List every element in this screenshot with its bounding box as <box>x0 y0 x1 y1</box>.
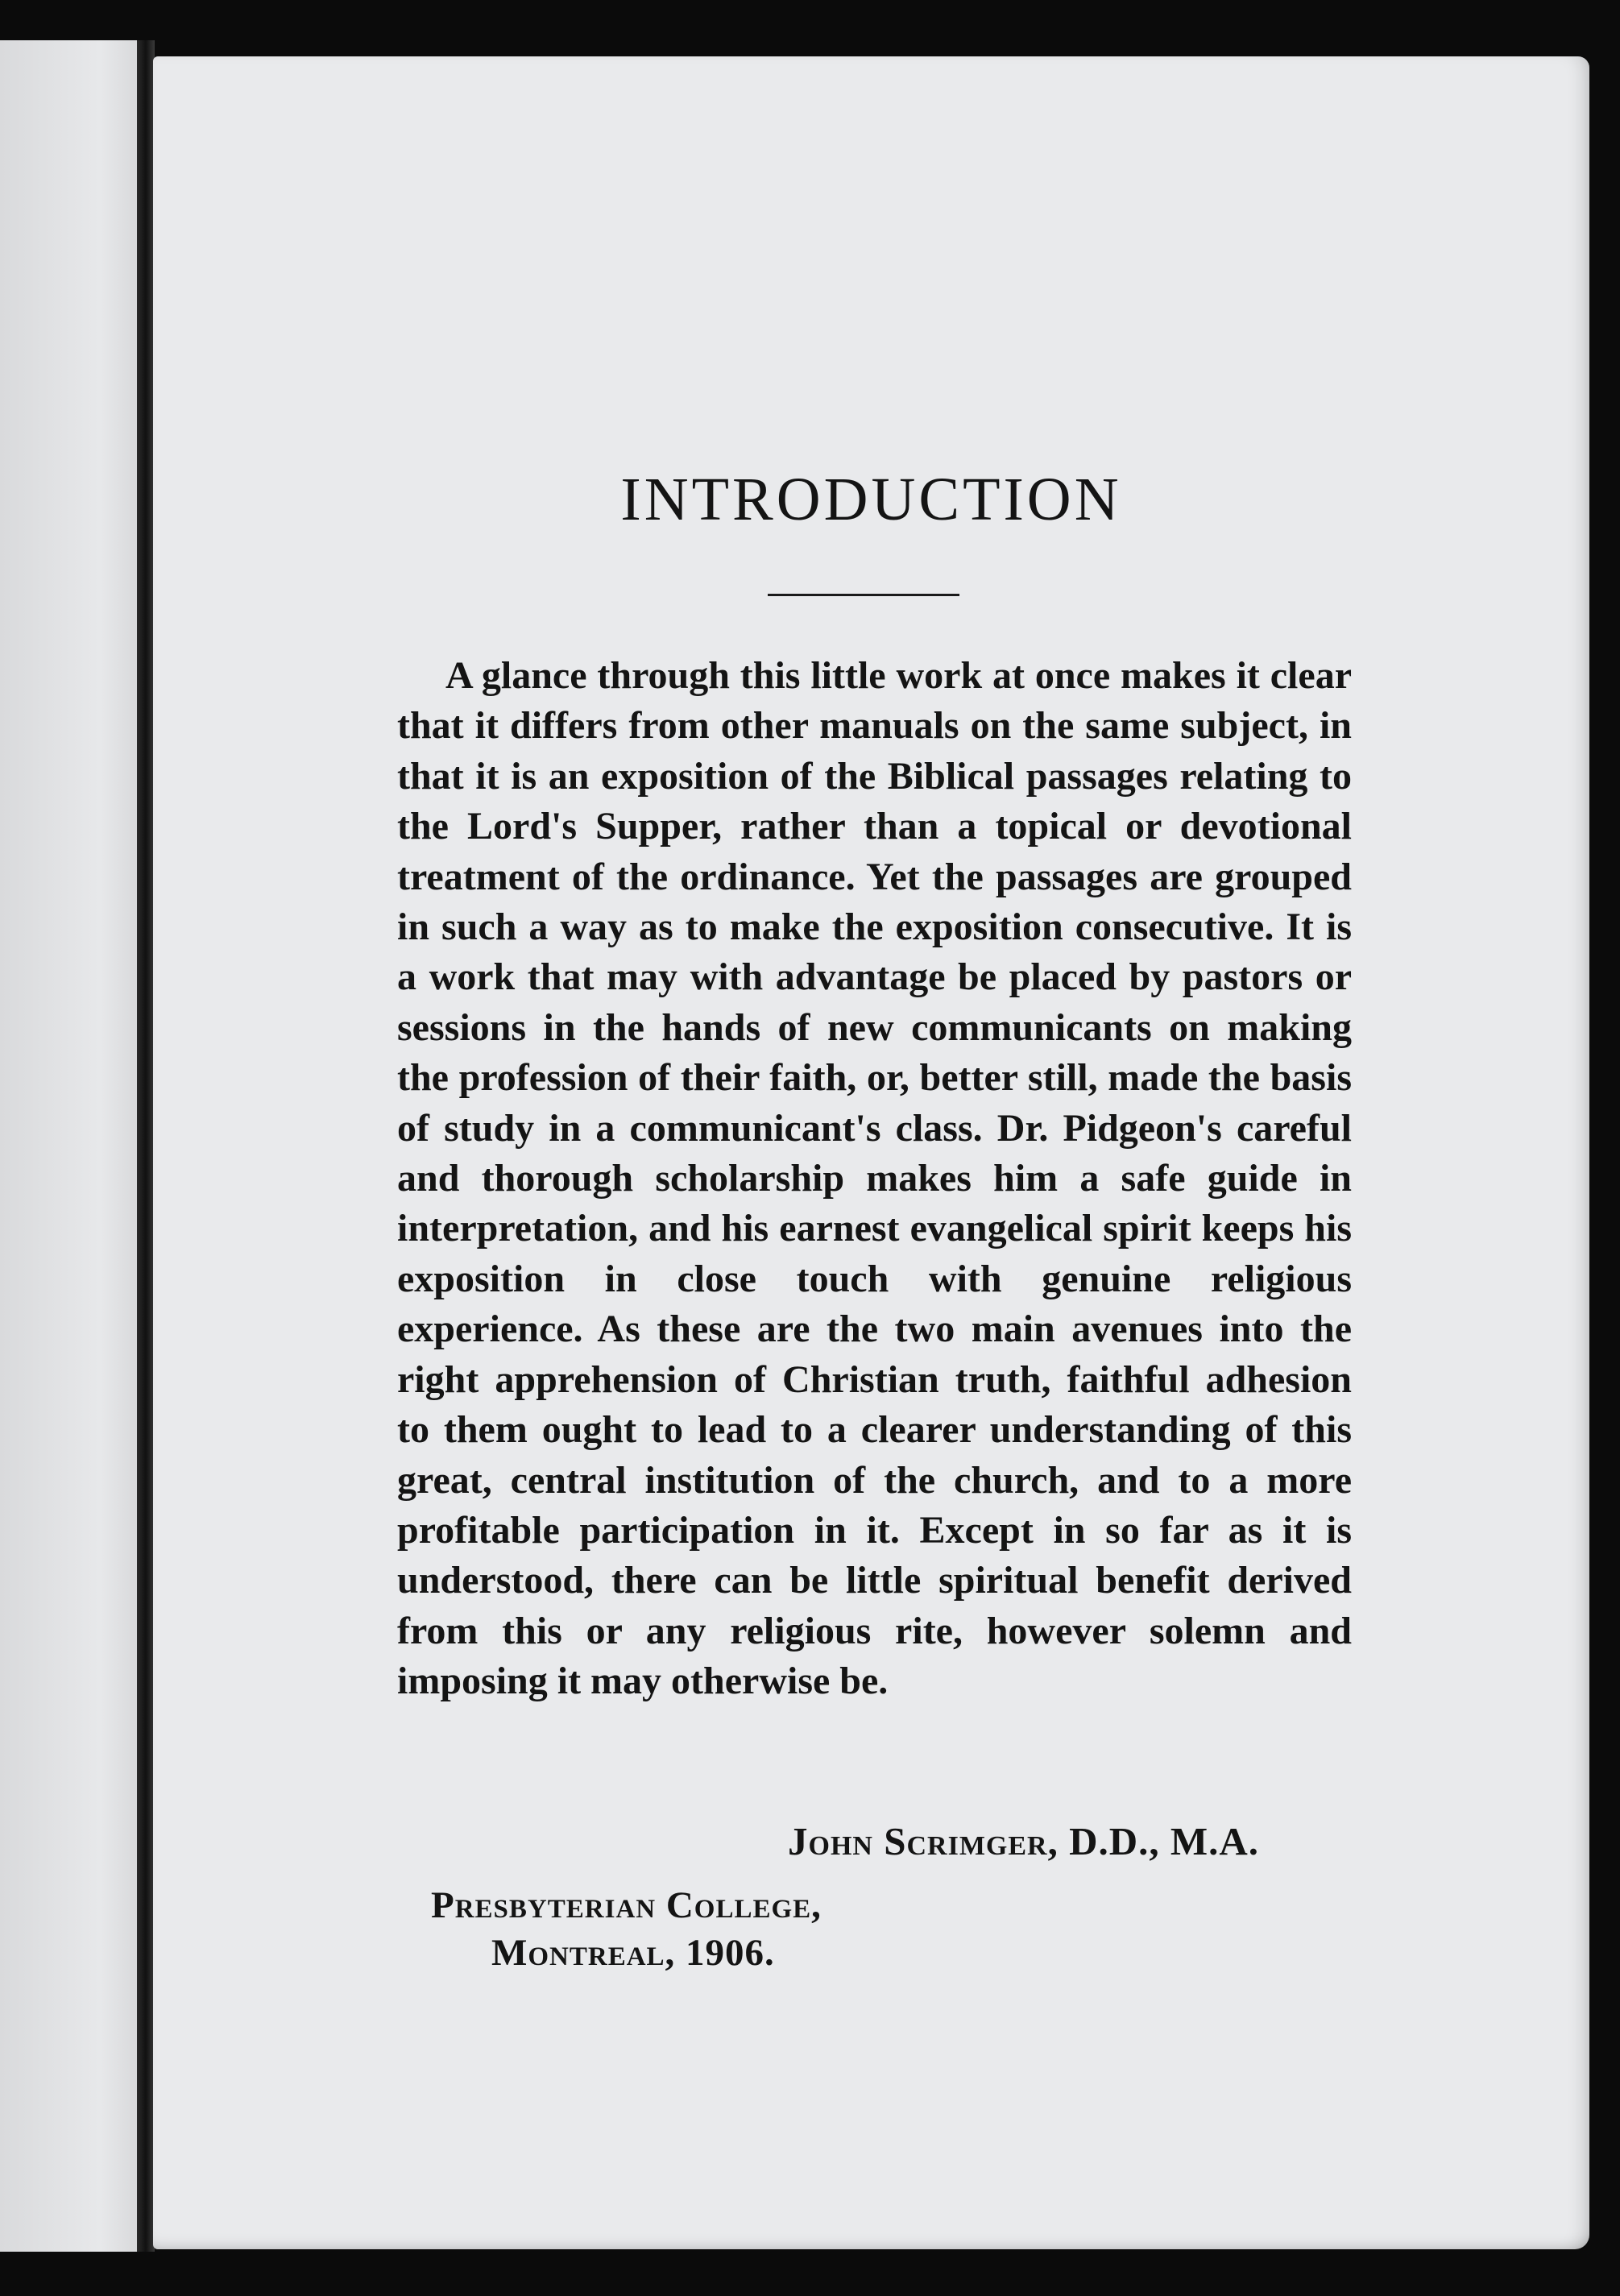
book-gutter <box>137 40 155 2252</box>
introduction-paragraph <box>397 651 1352 1707</box>
page-title: INTRODUCTION <box>620 466 1122 533</box>
facing-page-edge <box>0 40 143 2252</box>
introduction-text: A glance through this little work at once makes it clear that it differs from other manuals on the same subject, in that it is an exposition of the Biblical passages relating to the Lord's Supper, rather than a topical or devotional treatment of the ordinance. Yet the passages are grouped in such a way as to make the exposition consecutive. It is a work that may with advantage be placed by pastors or sessions in the hands of new communicants on making the profession of their faith, or, better still, made the basis of study in a communicant's class. Dr. Pidgeon's careful and thorough scholarship makes him a safe guide in interpretation, and his earnest evangelical spirit keeps his exposition in close touch with genuine religious experience. As these are the two main avenues into the right apprehension of Christian truth, faithful adhesion to them ought to lead to a clearer understanding of this great, central institution of the church, and to a more profitable participation in it. Except in so far as it is understood, there can be little spiritual benefit derived from this or any religious rite, however solemn and imposing it may otherwise be. <box>397 654 1352 1703</box>
title-rule <box>768 594 959 596</box>
author-signature: John Scrimger, D.D., M.A. <box>788 1819 1259 1863</box>
place-line-1: Presbyterian College, <box>431 1884 822 1926</box>
place-line-2: Montreal, 1906. <box>491 1932 775 1974</box>
book-page <box>153 56 1589 2249</box>
